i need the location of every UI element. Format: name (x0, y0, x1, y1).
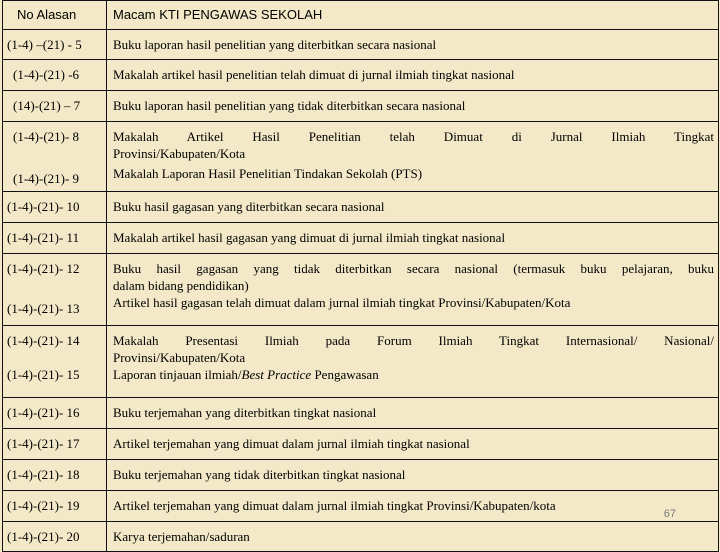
row-number-second: (1-4)-(21)- 9 (13, 171, 80, 186)
table-row (3, 91, 719, 122)
row-number: (1-4)-(21)- 18 (3, 460, 107, 491)
header-macam-kti: Macam KTI PENGAWAS SEKOLAH (107, 1, 719, 30)
row-number: (1-4)-(21)- 19 (3, 491, 107, 522)
row-number: (1-4)-(21)- 20 (3, 522, 107, 552)
row-number: (1-4)-(21)- 16 (3, 398, 107, 429)
table-row (3, 192, 719, 223)
row-number: (1-4)-(21)- 10 (3, 192, 107, 223)
row-number-second: (1-4)-(21)- 13 (7, 301, 80, 316)
row-text-line: Makalah Laporan Hasil Penelitian Tindakan Sekolah (PTS) (113, 166, 423, 181)
table-row (3, 460, 719, 491)
row-number: (1-4)-(21)- 17 (3, 429, 107, 460)
row-text-line: Provinsi/Kabupaten/Kota (113, 146, 246, 161)
row-text: Buku terjemahan yang diterbitkan tingkat nasional (107, 398, 719, 429)
row-text: Karya terjemahan/saduran (107, 522, 719, 552)
row-number-second: (1-4)-(21)- 15 (7, 367, 80, 382)
row-text-line: Makalah Artikel Hasil Penelitian telah Dimuat di Jurnal Ilmiah Tingkat (113, 129, 714, 144)
row-text-italic: Best Practice (241, 367, 312, 382)
table-row (3, 223, 719, 254)
row-number: (1-4) –(21) - 5 (3, 30, 107, 60)
row-text: Artikel terjemahan yang dimuat dalam jurnal ilmiah tingkat nasional (107, 429, 719, 460)
row-text-line: Provinsi/Kabupaten/Kota (113, 350, 246, 365)
row-text: Buku hasil gagasan yang diterbitkan secara nasional (107, 192, 719, 223)
table-row (3, 522, 719, 552)
row-text-line (113, 366, 714, 383)
table-row (3, 122, 719, 192)
table-row (3, 491, 719, 522)
row-text: Buku laporan hasil penelitian yang diterbitkan secara nasional (107, 30, 719, 60)
table-row (3, 398, 719, 429)
row-number-first: (1-4)-(21)- 8 (13, 129, 80, 144)
row-number (3, 122, 107, 192)
row-text: Buku laporan hasil penelitian yang tidak diterbitkan secara nasional (107, 91, 719, 122)
row-text-line: Artikel hasil gagasan telah dimuat dalam jurnal ilmiah tingkat Provinsi/Kabupaten/Kota (113, 295, 571, 310)
row-text-line: Buku hasil gagasan yang tidak diterbitkan secara nasional (termasuk buku pelajaran, buku (113, 261, 714, 276)
row-number (3, 326, 107, 398)
table-row (3, 429, 719, 460)
table-row (3, 60, 719, 91)
row-text-fragment: Laporan tinjauan ilmiah/ (113, 367, 242, 382)
row-text (107, 254, 719, 326)
row-text: Buku terjemahan yang tidak diterbitkan tingkat nasional (107, 460, 719, 491)
row-number (3, 254, 107, 326)
table-header-row (3, 1, 719, 30)
row-number-first: (1-4)-(21)- 14 (7, 333, 80, 348)
row-text (107, 326, 719, 398)
row-number: (14)-(21) – 7 (3, 91, 107, 122)
row-text: Artikel terjemahan yang dimuat dalam jurnal ilmiah tingkat Provinsi/Kabupaten/kota (107, 491, 719, 522)
table-row (3, 30, 719, 60)
row-text-fragment: Pengawasan (311, 367, 379, 382)
kti-table (2, 0, 719, 552)
row-number: (1-4)-(21)- 11 (3, 223, 107, 254)
row-number-first: (1-4)-(21)- 12 (7, 261, 80, 276)
row-text: Makalah artikel hasil penelitian telah dimuat di jurnal ilmiah tingkat nasional (107, 60, 719, 91)
row-text-line: dalam bidang pendidikan) (113, 278, 249, 293)
row-text: Makalah artikel hasil gagasan yang dimuat di jurnal ilmiah tingkat nasional (107, 223, 719, 254)
row-number: (1-4)-(21) -6 (3, 60, 107, 91)
table-row (3, 254, 719, 326)
page-number: 67 (663, 508, 676, 520)
header-no-alasan: No Alasan (3, 1, 107, 30)
row-text (107, 122, 719, 192)
row-text-line: Makalah Presentasi Ilmiah pada Forum Ilmiah Tingkat Internasional/ Nasional/ (113, 333, 714, 348)
table-row (3, 326, 719, 398)
